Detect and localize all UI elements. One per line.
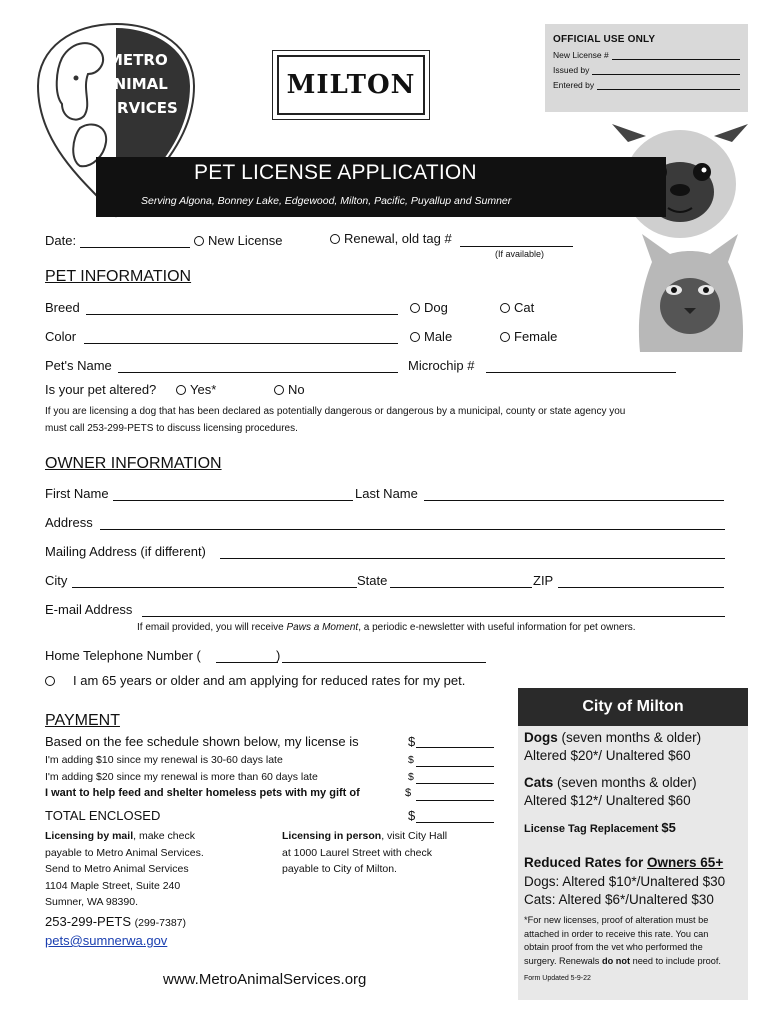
- late-10-field[interactable]: [416, 766, 494, 767]
- altered-no-radio[interactable]: [274, 385, 284, 395]
- pet-info-heading: PET INFORMATION: [45, 268, 192, 285]
- cats-age: (seven months & older): [553, 775, 697, 790]
- senior-label: I am 65 years or older and am applying for reduced rates for my pet.: [73, 673, 466, 688]
- mail-instructions-line-5: Sumner, WA 98390.: [45, 896, 138, 908]
- cats-rates: Altered $12*/ Unaltered $60: [524, 793, 691, 808]
- cat-option[interactable]: [500, 300, 534, 315]
- gift-field[interactable]: [416, 800, 494, 801]
- alteration-note: [524, 914, 721, 968]
- male-label: Male: [424, 329, 453, 344]
- breed-field[interactable]: [86, 314, 398, 315]
- mail-instructions-line-2: payable to Metro Animal Services.: [45, 846, 204, 859]
- city-label: City: [45, 573, 68, 588]
- official-issued-row: [553, 65, 740, 75]
- tag-replacement-price: $5: [661, 820, 676, 835]
- mailing-address-field[interactable]: [220, 558, 725, 559]
- altered-yes-option[interactable]: [176, 382, 216, 397]
- mail-instructions: [45, 828, 204, 911]
- alteration-note-emphasis: do not: [601, 955, 631, 966]
- first-name-label: First Name: [45, 486, 109, 501]
- late-10-dollar: $: [408, 754, 414, 766]
- state-label: State: [357, 573, 388, 588]
- mailing-address-label: Mailing Address (if different): [45, 544, 206, 559]
- senior-radio[interactable]: [45, 676, 55, 686]
- cats-label: Cats: [524, 775, 554, 790]
- total-dollar: $: [408, 808, 416, 823]
- altered-no-label: No: [288, 382, 305, 397]
- alteration-note-line-1: *For new licenses, proof of alteration must be: [524, 915, 709, 925]
- date-label: Date:: [45, 233, 77, 248]
- mail-instructions-line-3: Send to Metro Animal Services: [45, 863, 189, 875]
- logo-line-1: METRO: [108, 51, 168, 69]
- contact-phone-number: 253-299-PETS: [45, 914, 131, 929]
- first-name-field[interactable]: [113, 500, 353, 501]
- gift-dollar: $: [405, 787, 412, 799]
- in-person-tail: , visit City Hall: [381, 830, 448, 842]
- dog-option[interactable]: [410, 300, 448, 315]
- official-new-license-row: [553, 50, 740, 60]
- city-fee-panel-title: City of Milton: [518, 688, 748, 726]
- gift-label: I want to help feed and shelter homeless pets with my gift of: [45, 787, 360, 799]
- title-banner: [96, 157, 666, 217]
- state-field[interactable]: [390, 587, 532, 588]
- zip-label: ZIP: [533, 573, 554, 588]
- alteration-note-line-2: attached in order to receive this rate. You can: [524, 928, 709, 939]
- official-issued-label: Issued by: [553, 65, 590, 75]
- address-label: Address: [45, 515, 93, 530]
- city-fee-panel: [518, 688, 748, 1000]
- contact-phone-alt: (299-7387): [134, 917, 186, 929]
- altered-question: Is your pet altered?: [45, 382, 157, 397]
- official-entered-row: [553, 80, 740, 90]
- official-use-box: [545, 24, 748, 112]
- in-person-line-2: at 1000 Laurel Street with check: [282, 846, 433, 859]
- in-person-line-3: payable to City of Milton.: [282, 863, 397, 875]
- contact-email-link[interactable]: pets@sumnerwa.gov: [45, 933, 168, 948]
- color-field[interactable]: [84, 343, 398, 344]
- last-name-label: Last Name: [355, 486, 418, 501]
- base-fee-field[interactable]: [416, 747, 494, 748]
- reduced-rates-label: Reduced Rates for: [524, 855, 648, 870]
- total-field[interactable]: [416, 822, 494, 823]
- official-entered-label: Entered by: [553, 80, 595, 90]
- in-person-instructions: [282, 828, 447, 878]
- owner-info-heading: OWNER INFORMATION: [45, 455, 222, 472]
- altered-yes-radio[interactable]: [176, 385, 186, 395]
- dogs-label: Dogs: [524, 730, 558, 745]
- altered-yes-label: Yes*: [190, 382, 217, 397]
- color-label: Color: [45, 329, 77, 344]
- cat-label: Cat: [514, 300, 535, 315]
- in-person-line-1: [282, 828, 447, 845]
- dogs-heading: [524, 730, 701, 745]
- phone-field[interactable]: [282, 662, 486, 663]
- altered-no-option[interactable]: [274, 382, 305, 397]
- cat-photo: [630, 232, 750, 360]
- mail-instructions-tail: , make check: [133, 830, 195, 842]
- logo-text: [96, 48, 176, 120]
- male-radio[interactable]: [410, 332, 420, 342]
- logo-line-2: ANIMAL: [102, 75, 168, 93]
- reduced-dogs-rates: Dogs: Altered $10*/Unaltered $30: [524, 874, 726, 889]
- new-license-label: New License: [208, 233, 283, 248]
- official-issued-field[interactable]: [592, 67, 740, 75]
- total-label: TOTAL ENCLOSED: [45, 808, 161, 823]
- male-option[interactable]: [410, 329, 452, 344]
- payment-heading: PAYMENT: [45, 712, 120, 729]
- tag-replacement-label: License Tag Replacement: [524, 823, 659, 835]
- if-available-note: (If available): [495, 249, 545, 259]
- cats-heading: [524, 775, 697, 790]
- website-url[interactable]: www.MetroAnimalServices.org: [163, 971, 367, 988]
- city-name-box: [272, 50, 430, 120]
- dogs-age: (seven months & older): [557, 730, 702, 745]
- form-updated-date: Form Updated 5-9-22: [524, 975, 591, 982]
- date-field[interactable]: [80, 247, 190, 248]
- in-person-heading: Licensing in person: [282, 830, 382, 842]
- reduced-rates-heading: [524, 855, 723, 870]
- pet-name-label: Pet's Name: [45, 358, 112, 373]
- reduced-rates-owners: Owners 65+: [647, 855, 724, 870]
- email-note-newsletter: Paws a Moment: [286, 622, 359, 633]
- official-new-license-label: New License #: [553, 50, 609, 60]
- email-note-part-3: , a periodic e-newsletter with useful information for pet owners.: [358, 622, 636, 633]
- last-name-field[interactable]: [424, 500, 724, 501]
- old-tag-field[interactable]: [460, 246, 573, 247]
- mail-instructions-heading: Licensing by mail: [45, 830, 134, 842]
- renewal-option[interactable]: [330, 231, 452, 246]
- pet-name-field[interactable]: [118, 372, 398, 373]
- mail-instructions-line-4: 1104 Maple Street, Suite 240: [45, 879, 181, 892]
- email-note: [137, 622, 636, 633]
- senior-option[interactable]: [45, 673, 465, 688]
- alteration-note-line-4: [524, 955, 721, 969]
- new-license-radio[interactable]: [194, 236, 204, 246]
- dog-label: Dog: [424, 300, 448, 315]
- microchip-label: Microchip #: [408, 358, 475, 373]
- dangerous-dog-notice-line-2: must call 253-299-PETS to discuss licensing procedures.: [45, 423, 298, 434]
- new-license-option[interactable]: [194, 233, 282, 248]
- female-radio[interactable]: [500, 332, 510, 342]
- base-fee-dollar: $: [408, 734, 416, 749]
- cat-radio[interactable]: [500, 303, 510, 313]
- email-field[interactable]: [142, 616, 725, 617]
- contact-phone: [45, 914, 186, 929]
- mail-instructions-line-1: [45, 828, 204, 845]
- dog-radio[interactable]: [410, 303, 420, 313]
- alteration-note-line-4c: need to include proof.: [630, 955, 721, 966]
- official-entered-field[interactable]: [597, 82, 740, 90]
- breed-label: Breed: [45, 300, 80, 315]
- phone-paren-close: ): [276, 648, 281, 663]
- area-code-field[interactable]: [216, 662, 278, 663]
- female-option[interactable]: [500, 329, 557, 344]
- late-20-dollar: $: [408, 771, 414, 783]
- email-label: E-mail Address: [45, 602, 133, 617]
- reduced-cats-rates: Cats: Altered $6*/Unaltered $30: [524, 892, 714, 907]
- phone-label: Home Telephone Number (: [45, 648, 201, 663]
- city-name: MILTON: [286, 70, 416, 100]
- email-note-part-1: If email provided, you will receive: [137, 622, 287, 633]
- service-area-subtitle: Serving Algona, Bonney Lake, Edgewood, Milton, Pacific, Puyallup and Sumner: [141, 195, 512, 207]
- zip-field[interactable]: [558, 587, 724, 588]
- female-label: Female: [514, 329, 558, 344]
- official-new-license-field[interactable]: [612, 52, 740, 60]
- renewal-radio[interactable]: [330, 234, 340, 244]
- logo-line-3: SERVICES: [96, 99, 178, 117]
- microchip-field[interactable]: [486, 372, 676, 373]
- form-title: PET LICENSE APPLICATION: [194, 161, 477, 184]
- dangerous-dog-notice-line-1: If you are licensing a dog that has been declared as potentially dangerous or dangerous by a municipal, county or state agency you: [45, 406, 626, 417]
- alteration-note-line-3: obtain proof from the vet who performed the: [524, 942, 703, 952]
- address-field[interactable]: [100, 529, 725, 530]
- renewal-label: Renewal, old tag #: [344, 231, 452, 246]
- city-field[interactable]: [72, 587, 357, 588]
- late-10-label: I'm adding $10 since my renewal is 30-60 days late: [45, 754, 283, 766]
- dogs-rates: Altered $20*/ Unaltered $60: [524, 748, 691, 763]
- alteration-note-line-4a: surgery. Renewals: [524, 955, 602, 966]
- tag-replacement: [524, 820, 676, 835]
- official-use-title: OFFICIAL USE ONLY: [553, 34, 656, 45]
- late-20-field[interactable]: [416, 783, 494, 784]
- late-20-label: I'm adding $20 since my renewal is more than 60 days late: [45, 771, 318, 783]
- base-fee-label: Based on the fee schedule shown below, my license is: [45, 734, 359, 749]
